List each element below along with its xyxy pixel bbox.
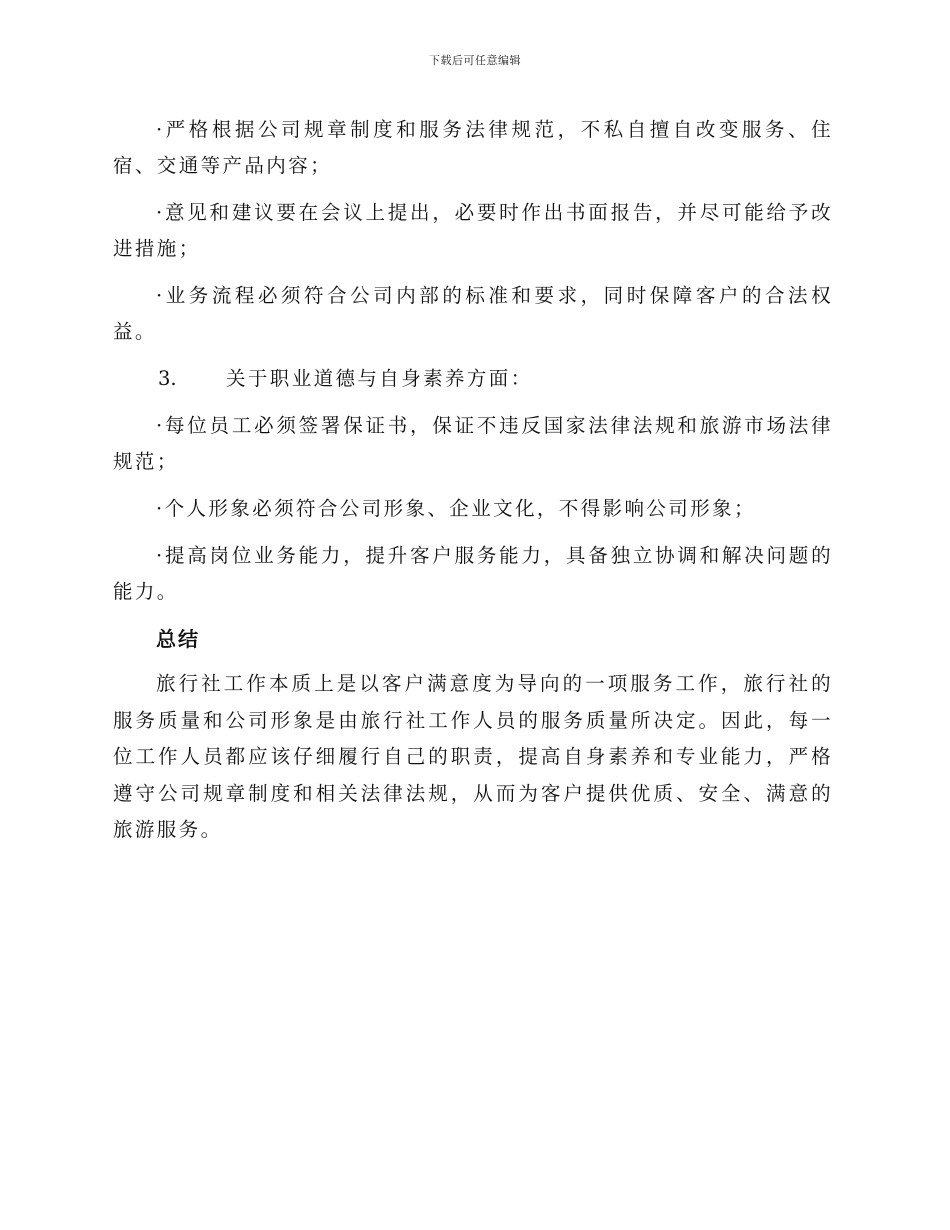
section-number: 3. (158, 367, 177, 390)
summary-heading: 总结 (156, 627, 200, 651)
bullet-paragraph: ·提高岗位业务能力，提升客户服务能力，具备独立协调和解决问题的能力。 (113, 544, 833, 603)
bullet-paragraph: ·意见和建议要在会议上提出，必要时作出书面报告，并尽可能给予改进措施； (113, 201, 833, 260)
bullet-paragraph: ·业务流程必须符合公司内部的标准和要求，同时保障客户的合法权益。 (113, 284, 833, 343)
bullet-paragraph: ·每位员工必须签署保证书，保证不违反国家法律法规和旅游市场法律规范； (113, 414, 833, 473)
bullet-paragraph: ·个人形象必须符合公司形象、企业文化，不得影响公司形象； (156, 497, 756, 520)
document-body (113, 112, 833, 849)
section-title: 关于职业道德与自身素养方面： (226, 367, 533, 390)
summary-paragraph: 旅行社工作本质上是以客户满意度为导向的一项服务工作，旅行社的服务质量和公司形象是由旅行社工作人员的服务质量所决定。因此，每一位工作人员都应该仔细履行自己的职责，提高自身素养和专业能力，严格遵守公司规章制度和相关法律法规，从而为客户提供优质、安全、满意的旅游服务。 (113, 672, 833, 841)
page-header: 下载后可任意编辑 (429, 54, 521, 67)
bullet-paragraph: ·严格根据公司规章制度和服务法律规范，不私自擅自改变服务、住宿、交通等产品内容； (113, 118, 833, 177)
section-3-heading (113, 361, 833, 397)
